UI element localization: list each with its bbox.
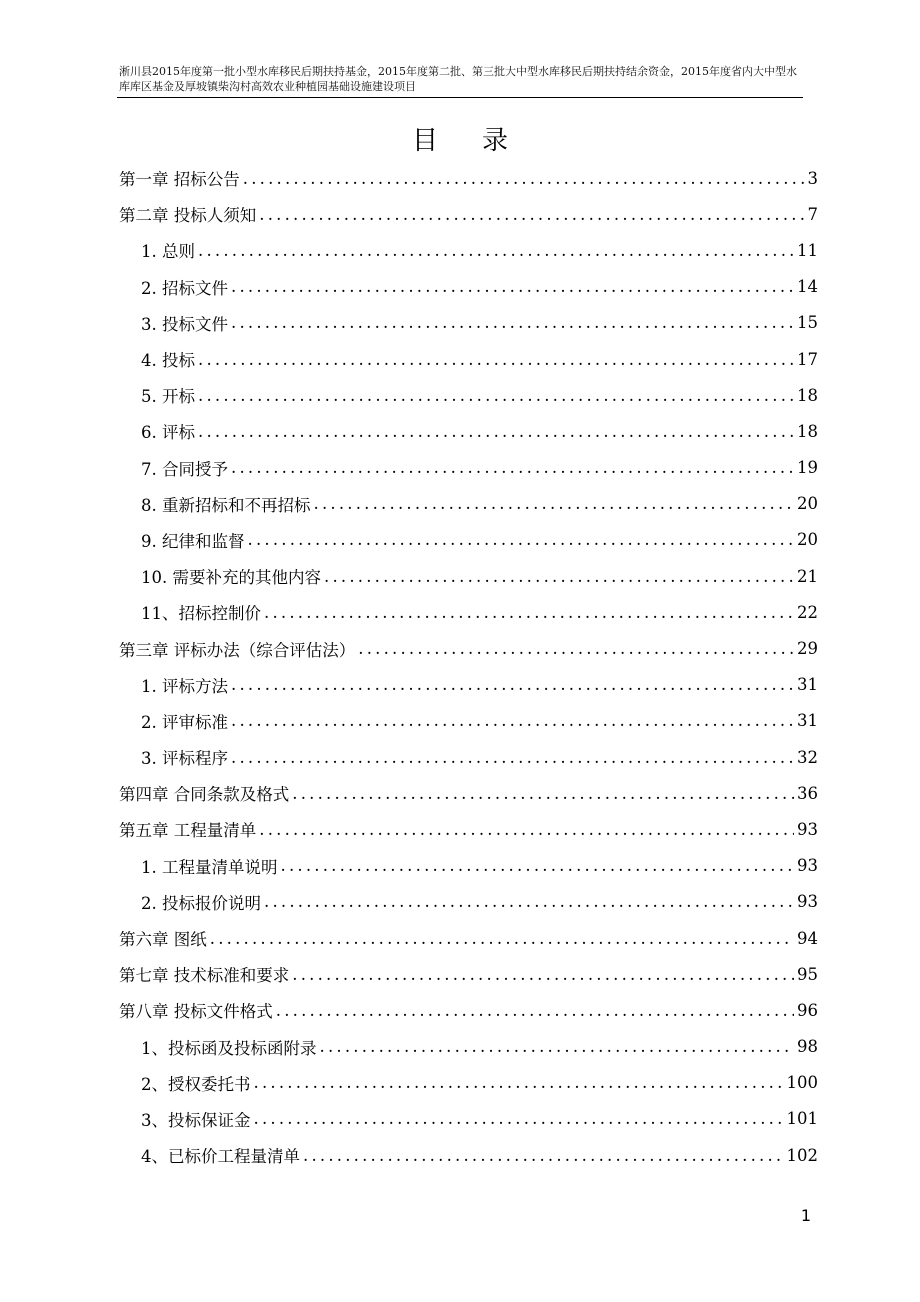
toc-entry[interactable] xyxy=(119,486,818,522)
toc-leader-dots xyxy=(254,1073,784,1092)
toc-entry-label: 4、已标价工程量清单 xyxy=(141,1147,300,1167)
toc-entry-label: 5. 开标 xyxy=(141,387,195,407)
toc-leader-dots xyxy=(231,711,794,730)
toc-entry[interactable] xyxy=(119,956,818,992)
toc-leader-dots xyxy=(210,929,794,948)
toc-entry-page: 101 xyxy=(786,1109,818,1129)
toc-entry-page: 32 xyxy=(797,747,818,767)
toc-entry-label: 2. 招标文件 xyxy=(141,278,228,298)
toc-title: 目录 xyxy=(411,126,552,156)
toc-leader-dots xyxy=(292,965,794,984)
page-header: 淅川县2015年度第一批小型水库移民后期扶持基金，2015年度第二批、第三批大中型水库移民后期扶持结余资金，2015年度省内大中型水库库区基金及厚坡镇柴沟村高效农业种植园基础设施建设项目 xyxy=(119,65,797,93)
toc-entry-page: 102 xyxy=(786,1145,818,1165)
toc-entry-label: 第八章 投标文件格式 xyxy=(119,1002,273,1022)
toc-entry[interactable] xyxy=(119,377,818,413)
toc-entry-label: 第五章 工程量清单 xyxy=(119,821,257,841)
toc-entry[interactable] xyxy=(119,848,818,884)
toc-leader-dots xyxy=(276,1001,794,1020)
toc-entry[interactable] xyxy=(119,160,818,196)
toc-entry[interactable] xyxy=(119,594,818,630)
toc-entry-page: 29 xyxy=(797,639,818,659)
toc-entry[interactable] xyxy=(119,341,818,377)
toc-leader-dots xyxy=(320,1037,795,1056)
toc-entry[interactable] xyxy=(119,232,818,268)
toc-entry-page: 31 xyxy=(797,711,818,731)
toc-leader-dots xyxy=(254,1109,784,1128)
toc-entry[interactable] xyxy=(119,413,818,449)
toc-entry-page: 3 xyxy=(807,168,818,188)
toc-entry-page: 93 xyxy=(797,856,818,876)
toc-entry-page: 21 xyxy=(797,566,818,586)
toc-entry-label: 2、授权委托书 xyxy=(141,1074,251,1094)
toc-leader-dots xyxy=(292,784,794,803)
toc-entry[interactable] xyxy=(119,811,818,847)
toc-entry[interactable] xyxy=(119,1137,818,1173)
toc-leader-dots xyxy=(198,241,794,260)
toc-entry-label: 第三章 评标办法（综合评估法） xyxy=(119,640,356,660)
toc-leader-dots xyxy=(198,386,794,405)
toc-entry-page: 18 xyxy=(797,421,818,441)
toc-entry-page: 96 xyxy=(797,1000,818,1020)
toc-entry-label: 8. 重新招标和不再招标 xyxy=(141,495,311,515)
toc-entry[interactable] xyxy=(119,992,818,1028)
toc-entry-label: 10. 需要补充的其他内容 xyxy=(141,568,321,588)
toc-entry-label: 1、投标函及投标函附录 xyxy=(141,1038,317,1058)
toc-entry-page: 98 xyxy=(797,1037,818,1057)
toc-leader-dots xyxy=(358,639,794,658)
toc-entry-label: 3. 评标程序 xyxy=(141,749,228,769)
table-of-contents xyxy=(119,160,818,1173)
toc-entry-page: 11 xyxy=(797,240,818,260)
toc-entry-label: 11、招标控制价 xyxy=(141,604,261,624)
toc-leader-dots xyxy=(198,422,794,441)
page-number: 1 xyxy=(800,1206,811,1225)
toc-entry[interactable] xyxy=(119,522,818,558)
toc-entry[interactable] xyxy=(119,1029,818,1065)
toc-entry-page: 22 xyxy=(797,602,818,622)
toc-entry-page: 19 xyxy=(797,458,818,478)
toc-entry-label: 1. 工程量清单说明 xyxy=(141,857,278,877)
toc-entry-page: 20 xyxy=(797,494,818,514)
toc-leader-dots xyxy=(264,892,794,911)
toc-leader-dots xyxy=(324,567,794,586)
toc-leader-dots xyxy=(231,313,794,332)
toc-leader-dots xyxy=(243,169,805,188)
toc-leader-dots xyxy=(264,603,794,622)
toc-entry[interactable] xyxy=(119,558,818,594)
toc-entry[interactable] xyxy=(119,1065,818,1101)
toc-entry[interactable] xyxy=(119,739,818,775)
toc-entry-label: 第一章 招标公告 xyxy=(119,170,240,190)
toc-entry-page: 17 xyxy=(797,349,818,369)
toc-leader-dots xyxy=(231,458,794,477)
toc-leader-dots xyxy=(314,494,795,513)
toc-leader-dots xyxy=(281,856,795,875)
toc-entry-label: 7. 合同授予 xyxy=(141,459,228,479)
toc-entry-label: 3. 投标文件 xyxy=(141,314,228,334)
toc-entry-label: 2. 投标报价说明 xyxy=(141,893,261,913)
toc-entry-label: 4. 投标 xyxy=(141,351,195,371)
toc-leader-dots xyxy=(259,205,804,224)
toc-entry-page: 93 xyxy=(797,892,818,912)
toc-entry-page: 14 xyxy=(797,277,818,297)
toc-entry-page: 15 xyxy=(797,313,818,333)
toc-entry-page: 7 xyxy=(807,204,818,224)
toc-entry[interactable] xyxy=(119,667,818,703)
toc-entry-page: 95 xyxy=(797,964,818,984)
toc-leader-dots xyxy=(248,530,795,549)
toc-entry[interactable] xyxy=(119,1101,818,1137)
toc-entry[interactable] xyxy=(119,884,818,920)
toc-entry[interactable] xyxy=(119,630,818,666)
toc-entry[interactable] xyxy=(119,269,818,305)
toc-entry-label: 1. 总则 xyxy=(141,242,195,262)
toc-leader-dots xyxy=(231,748,794,767)
toc-leader-dots xyxy=(198,350,794,369)
toc-entry-page: 100 xyxy=(786,1073,818,1093)
toc-entry-label: 第二章 投标人须知 xyxy=(119,206,257,226)
toc-entry-label: 3、投标保证金 xyxy=(141,1110,251,1130)
toc-entry-label: 1. 评标方法 xyxy=(141,676,228,696)
toc-entry[interactable] xyxy=(119,305,818,341)
toc-entry-page: 93 xyxy=(797,819,818,839)
toc-entry-label: 第六章 图纸 xyxy=(119,930,207,950)
toc-entry[interactable] xyxy=(119,920,818,956)
toc-entry[interactable] xyxy=(119,450,818,486)
toc-entry[interactable] xyxy=(119,775,818,811)
toc-entry-label: 6. 评标 xyxy=(141,423,195,443)
toc-entry[interactable] xyxy=(119,703,818,739)
header-divider xyxy=(117,97,803,98)
toc-leader-dots xyxy=(231,277,794,296)
toc-entry-page: 18 xyxy=(797,385,818,405)
toc-leader-dots xyxy=(259,820,794,839)
toc-entry-label: 第四章 合同条款及格式 xyxy=(119,785,290,805)
toc-entry[interactable] xyxy=(119,196,818,232)
toc-entry-label: 2. 评审标准 xyxy=(141,712,228,732)
toc-entry-page: 94 xyxy=(797,928,818,948)
toc-leader-dots xyxy=(303,1146,784,1165)
toc-leader-dots xyxy=(231,675,794,694)
toc-entry-page: 20 xyxy=(797,530,818,550)
toc-entry-label: 9. 纪律和监督 xyxy=(141,531,245,551)
toc-entry-page: 36 xyxy=(797,783,818,803)
toc-entry-page: 31 xyxy=(797,675,818,695)
toc-entry-label: 第七章 技术标准和要求 xyxy=(119,966,290,986)
